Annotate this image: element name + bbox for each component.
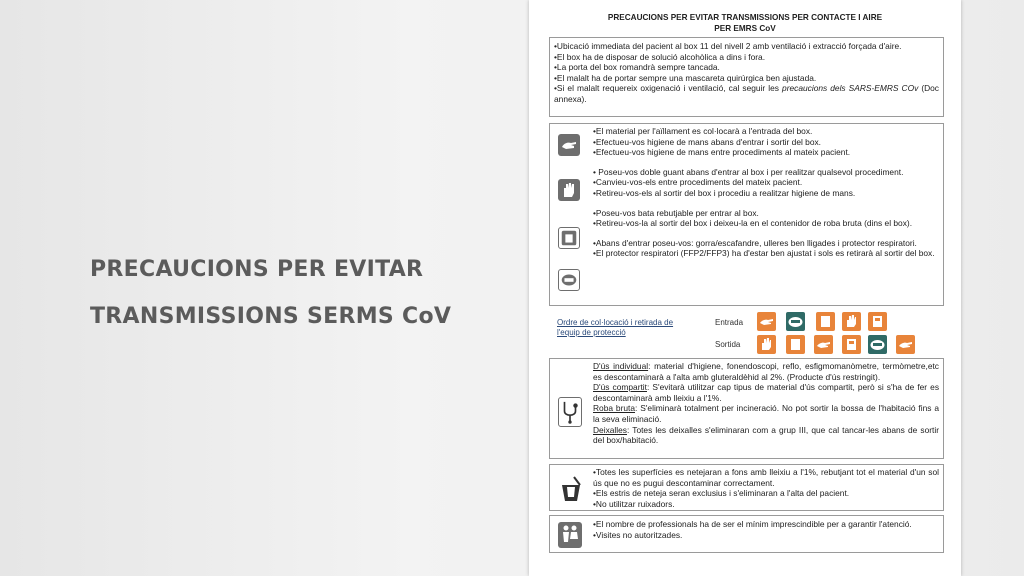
sortida-label: Sortida [715,340,741,349]
hand-hygiene-icon [896,335,915,354]
gloves-icon [842,312,861,331]
gloves-icon [757,335,776,354]
cleaning-item: •Totes les superfícies es netejaran a fons amb lleixiu a l'1%, rebutjant tot el material d'un sol ús que no es pugui descontaminar correctament. [593,467,939,488]
ppe-order-link[interactable]: Ordre de col·locació i retirada de l'equip de protecció [557,318,674,337]
ppe-item: •Abans d'entrar poseu-vos: gorra/escafandre, ulleres ben lligades i protector respiratori. [593,237,917,248]
hand-hygiene-icon [757,312,776,331]
slide-title-line-1: PRECAUCIONS PER EVITAR [90,257,424,282]
section-material [549,358,944,459]
document-title-line-2: PER EMRS CoV [714,24,776,33]
stethoscope-icon [558,397,582,427]
ppe-item: •Efectueu-vos higiene de mans entre procediments al mateix pacient. [593,147,851,158]
material-individual: D'ús individual: material d'higiene, fonendoscopi, reflo, esfigmomanòmetre, termòmetre,etc es descontaminarà a l'alta amb gluteraldèhid al 2%. (Producte d'ús restringit). [593,361,939,382]
cleaning-bucket-icon [558,475,584,503]
goggles-icon [868,312,887,331]
respirator-mask-icon [868,335,887,354]
ppe-item: •Poseu-vos bata rebutjable per entrar al box. [593,207,759,218]
slide-title-line-2: TRANSMISSIONS SERMS CoV [90,304,452,329]
gloves-icon [558,179,580,201]
cleaning-item: •Els estris de neteja seran exclusius i s'eliminaran a l'alta del pacient. [593,488,850,499]
entrada-label: Entrada [715,318,744,327]
waste: Deixalles: Totes les deixalles s'eliminaran com a grup III, que cal tancar-les abans de sortir del box/habitació. [593,424,939,446]
location-item: •La porta del box romandrà sempre tancada. [554,62,720,73]
document-page [529,0,961,576]
slide-title [90,246,510,340]
section-visits [549,515,944,553]
respirator-mask-icon [558,269,580,291]
dirty-laundry: Roba bruta: S'eliminarà totalment per incineració. No pot sortir la bossa de l'habitació fins a la seva eliminació. [593,403,939,424]
ppe-item: •Retireu-vos-els al sortir del box i procediu a realitzar higiene de mans. [593,187,856,198]
location-item: •El box ha de disposar de solució alcohòlica a dins i fora. [554,51,766,62]
document-title-line-1: PRECAUCIONS PER EVITAR TRANSMISSIONS PER CONTACTE I AIRE [607,13,883,22]
material-shared: D'ús compartit: S'evitarà utilitzar cap tipus de material d'ús compartit, però si s'ha de fer es descontaminarà amb lleixiu a l'1%. [593,382,940,403]
hand-hygiene-icon [814,335,833,354]
gown-icon [558,227,580,249]
location-item: •Ubicació immediata del pacient al box 11 del nivell 2 amb ventilació i extracció forçada d'aire. [554,41,902,51]
gown-icon [786,335,805,354]
ppe-item: •El protector respiratori (FFP2/FFP3) ha d'estar ben ajustat i sols es retirarà al sortir del box. [593,248,935,259]
ppe-item: •Retireu-vos-la al sortir del box i deixeu-la en el contenidor de roba bruta (dins el box). [593,218,913,229]
ppe-item: •Efectueu-vos higiene de mans abans d'entrar i sortir del box. [593,136,821,147]
gown-icon [816,312,835,331]
visits-item: •El nombre de professionals ha de ser el mínim imprescindible per a garantir l'atenció. [593,519,912,529]
goggles-icon [842,335,861,354]
hand-hygiene-icon [558,134,580,156]
location-item: •El malalt ha de portar sempre una mascareta quirúrgica ben ajustada. [554,72,817,83]
section-ppe [549,123,944,306]
document-title [529,12,961,34]
ppe-item: •El material per l'aïllament es col·locarà a l'entrada del box. [593,126,813,136]
cleaning-item: •No utilitzar ruixadors. [593,498,675,509]
location-item-ventilation: •Si el malalt requereix oxigenació i ventilació, cal seguir les precaucions dels SARS-EMRS COv (Doc annexa). [554,83,939,104]
respirator-mask-icon [786,312,805,331]
ppe-item: • Poseu-vos doble guant abans d'entrar al box i per realitzar qualsevol procediment. [593,166,904,177]
section-location [549,37,944,117]
ppe-item: •Canvieu-vos-els entre procediments del mateix pacient. [593,177,803,188]
visits-item: •Visites no autoritzades. [593,529,683,540]
people-icon [558,522,582,548]
section-cleaning [549,464,944,511]
